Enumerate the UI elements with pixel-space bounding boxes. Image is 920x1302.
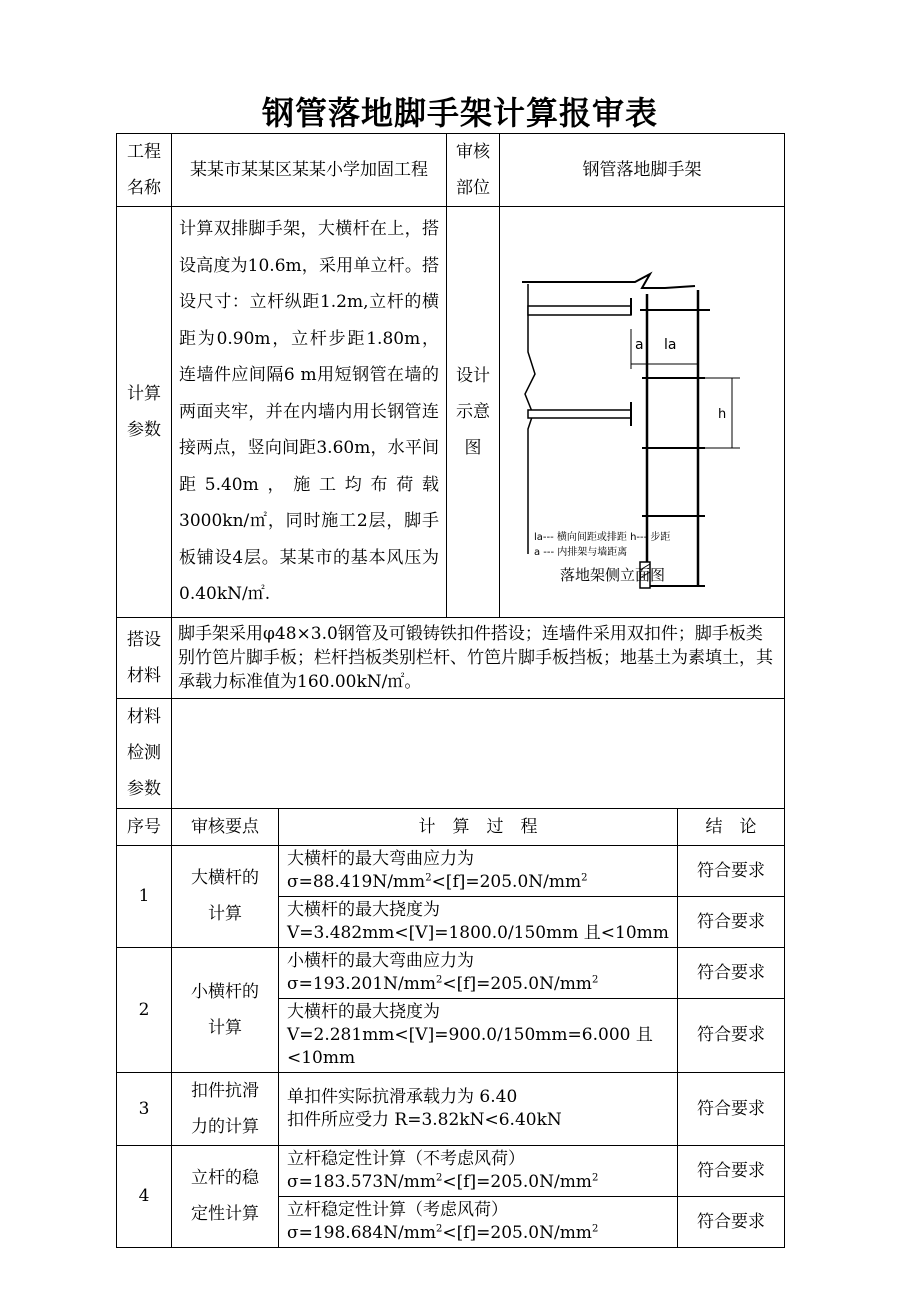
project-name-label: 工程 名称 [117, 134, 172, 207]
row-result: 符合要求 [678, 947, 785, 998]
table-row [117, 947, 785, 998]
params-label: 计算 参数 [117, 207, 172, 618]
row-process: 大横杆的最大挠度为 V=2.281mm<[V]=900.0/150mm=6.000 且<10mm [279, 998, 678, 1072]
params-row [117, 207, 785, 618]
row-no: 3 [117, 1072, 172, 1145]
diagram-caption: 落地架侧立面图 [560, 565, 666, 584]
diagram-legend-1: la--- 横向间距或排距 h--- 步距 [534, 531, 671, 543]
row-result: 符合要求 [678, 1072, 785, 1145]
column-header-row [117, 808, 785, 845]
diagram-label-h: h [718, 406, 727, 422]
diagram-legend-2: a --- 内排架与墙距离 [534, 546, 628, 558]
table-row [117, 1145, 785, 1196]
row-point: 大横杆的 计算 [172, 845, 279, 947]
col-result: 结 论 [678, 808, 785, 845]
row-result: 符合要求 [678, 845, 785, 896]
row-process: 大横杆的最大弯曲应力为 $\sigma=88.419N/mm^2<[f]=205.0N/mm^2$ [279, 845, 678, 896]
row-process: 小横杆的最大弯曲应力为 $\sigma=193.201N/mm^2<[f]=205.0N/mm^2$ [279, 947, 678, 998]
row-process: 立杆稳定性计算（不考虑风荷） $\sigma=183.573N/mm^2<[f]=205.0N/mm^2$ [279, 1145, 678, 1196]
params-text: 计算双排脚手架，大横杆在上，搭设高度为10.6m，采用单立杆。搭设尺寸：立杆纵距1.2m,立杆的横距为0.90m，立杆步距1.80m，连墙件应间隔6 m用短钢管在墙的两面夹牢，并在内墙内用长钢管连接两点，竖向间距3.60m，水平间距5.40m，施工均布荷载3000kn/㎡，同时施工2层，脚手板铺设4层。某某市的基本风压为0.40kN/㎡. [172, 207, 447, 618]
review-part-label: 审核 部位 [447, 134, 500, 207]
materials-row [117, 617, 785, 698]
col-point: 审核要点 [172, 808, 279, 845]
row-result: 符合要求 [678, 896, 785, 947]
row-no: 2 [117, 947, 172, 1072]
row-point: 立杆的稳 定性计算 [172, 1145, 279, 1247]
col-process: 计 算 过 程 [279, 808, 678, 845]
row-result: 符合要求 [678, 1196, 785, 1247]
testing-row [117, 698, 785, 808]
review-table [116, 133, 785, 1248]
row-point: 扣件抗滑 力的计算 [172, 1072, 279, 1145]
row-result: 符合要求 [678, 1145, 785, 1196]
row-no: 1 [117, 845, 172, 947]
materials-label: 搭设 材料 [117, 617, 172, 698]
scaffold-diagram [500, 214, 784, 610]
row-process: 立杆稳定性计算（考虑风荷） $\sigma=198.684N/mm^2<[f]=205.0N/mm^2$ [279, 1196, 678, 1247]
row-no: 4 [117, 1145, 172, 1247]
col-no: 序号 [117, 808, 172, 845]
project-row [117, 134, 785, 207]
diagram-label-la: la [664, 336, 677, 353]
row-process: 大横杆的最大挠度为 V=3.482mm<[V]=1800.0/150mm 且<10mm [279, 896, 678, 947]
table-row [117, 1072, 785, 1145]
materials-text: 脚手架采用φ48×3.0钢管及可锻铸铁扣件搭设；连墙件采用双扣件；脚手板类别竹笆片脚手板；栏杆挡板类别栏杆、竹笆片脚手板挡板；地基土为素填土，其承载力标准值为160.00kN/㎡。 [172, 617, 785, 698]
row-point: 小横杆的 计算 [172, 947, 279, 1072]
row-process: 单扣件实际抗滑承载力为 6.40 扣件所应受力 R=3.82kN<6.40kN [279, 1072, 678, 1145]
testing-value [172, 698, 785, 808]
page-title: 钢管落地脚手架计算报审表 [261, 94, 658, 132]
row-result: 符合要求 [678, 998, 785, 1072]
diagram-cell [500, 207, 785, 618]
testing-label: 材料 检测 参数 [117, 698, 172, 808]
diagram-label: 设计 示意 图 [447, 207, 500, 618]
project-name: 某某市某某区某某小学加固工程 [172, 134, 447, 207]
review-part: 钢管落地脚手架 [500, 134, 785, 207]
table-row [117, 845, 785, 896]
diagram-label-a: a [635, 336, 644, 353]
